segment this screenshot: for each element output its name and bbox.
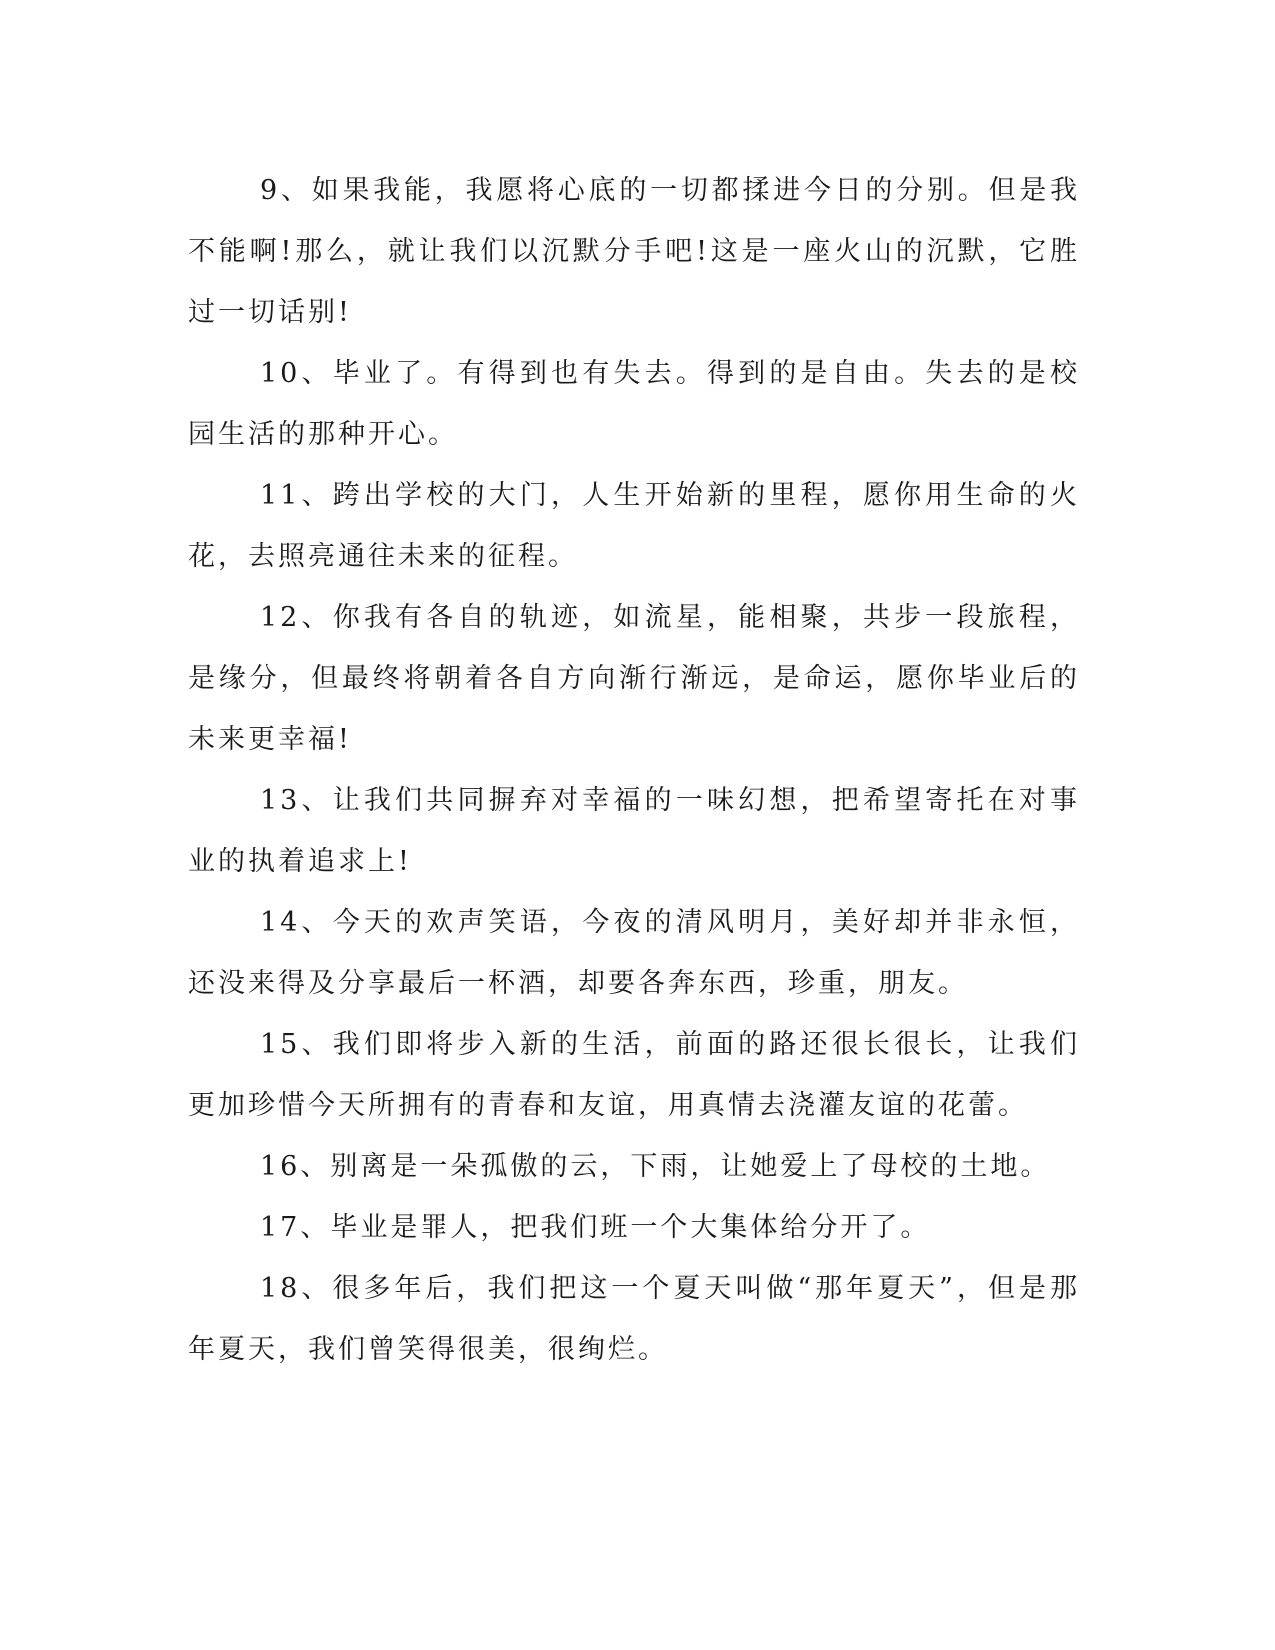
paragraph-17: 17、毕业是罪人，把我们班一个大集体给分开了。: [260, 1212, 931, 1243]
paragraph-14: 14、今天的欢声笑语，今夜的清风明月，美好却并非永恒，还没来得及分享最后一杯酒，却要各奔东西，珍重，朋友。: [188, 907, 1080, 999]
paragraph-13: 13、让我们共同摒弃对幸福的一味幻想，把希望寄托在对事业的执着追求上!: [188, 785, 1080, 877]
paragraph-15: 15、我们即将步入新的生活，前面的路还很长很长，让我们更加珍惜今天所拥有的青春和友谊，用真情去浇灌友谊的花蕾。: [188, 1029, 1080, 1121]
paragraph-12: 12、你我有各自的轨迹，如流星，能相聚，共步一段旅程，是缘分，但最终将朝着各自方向渐行渐远，是命运，愿你毕业后的未来更幸福!: [188, 602, 1080, 755]
paragraph-10: 10、毕业了。有得到也有失去。得到的是自由。失去的是校园生活的那种开心。: [188, 358, 1080, 450]
paragraph-11: 11、跨出学校的大门，人生开始新的里程，愿你用生命的火花，去照亮通往未来的征程。: [188, 480, 1080, 572]
paragraph-16: 16、别离是一朵孤傲的云，下雨，让她爱上了母校的土地。: [260, 1151, 1051, 1182]
document-body: [188, 160, 1080, 1380]
paragraph-18: 18、很多年后，我们把这一个夏天叫做“那年夏天”，但是那年夏天，我们曾笑得很美，很绚烂。: [188, 1273, 1080, 1365]
paragraph-9: 9、如果我能，我愿将心底的一切都揉进今日的分别。但是我不能啊!那么，就让我们以沉默分手吧!这是一座火山的沉默，它胜过一切话别!: [188, 175, 1080, 328]
